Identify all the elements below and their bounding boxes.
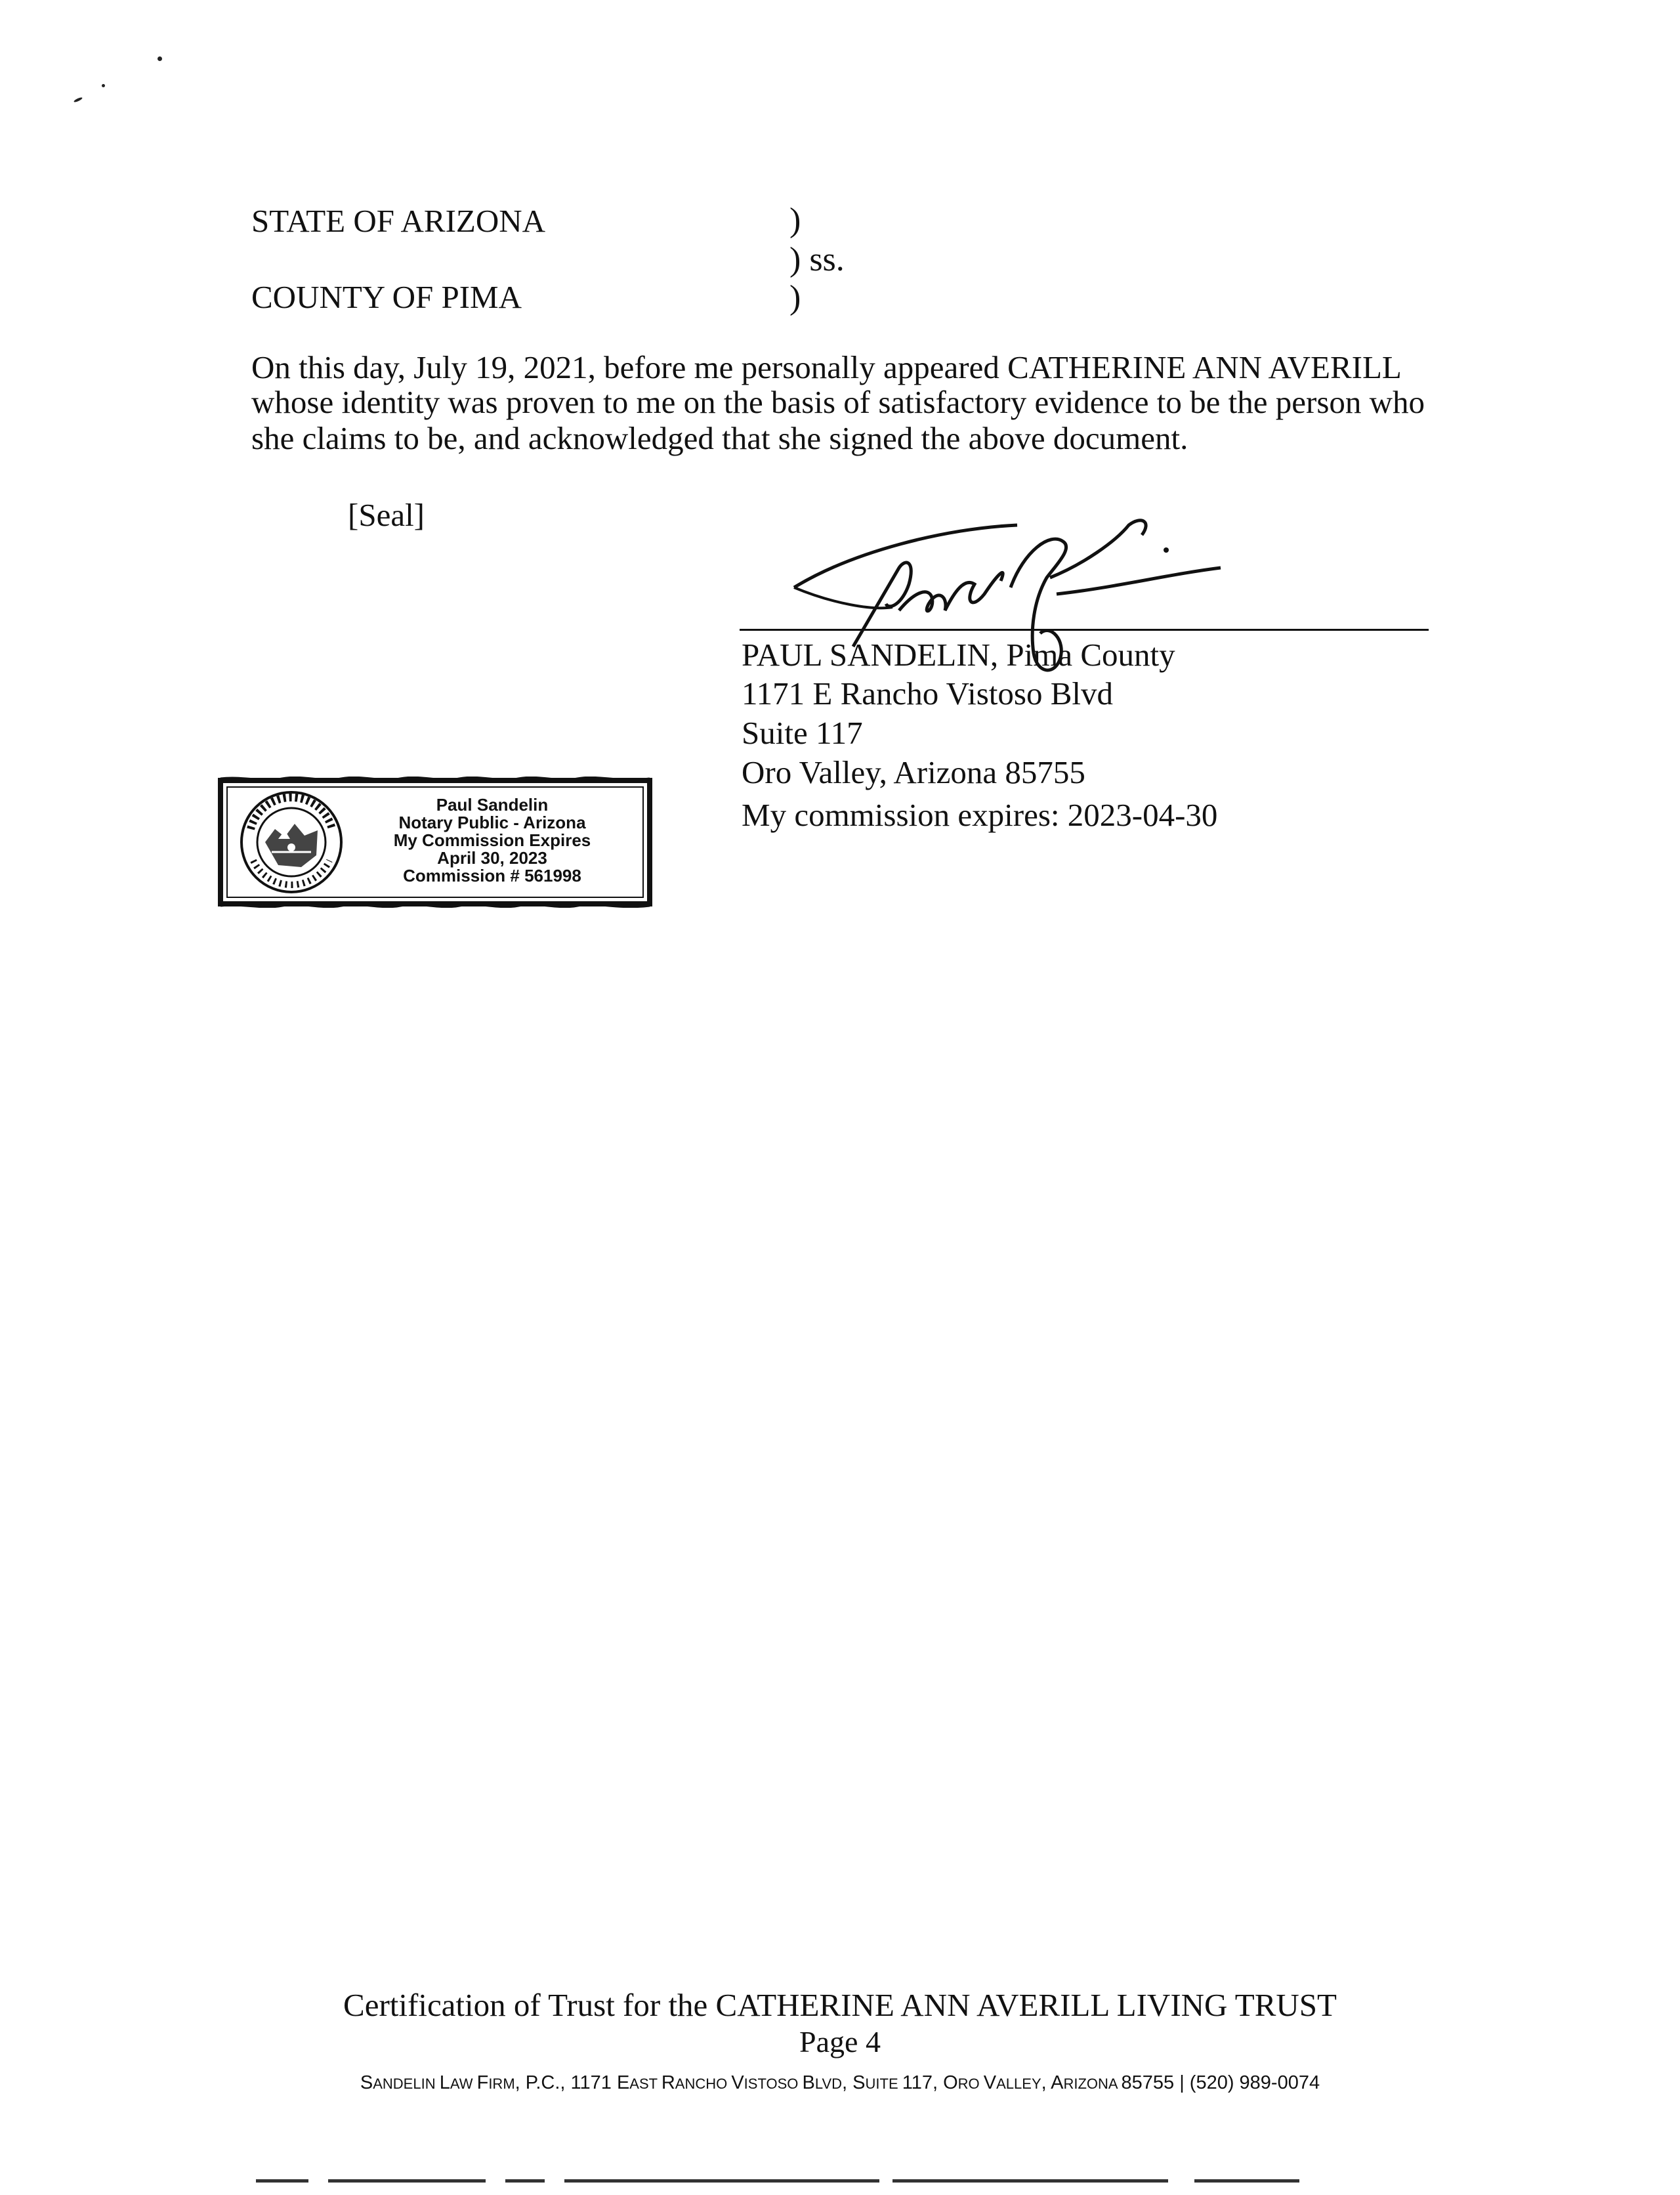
notary-address-2: Suite 117 [742,715,863,751]
notary-address-1: 1171 E Rancho Vistoso Blvd [742,675,1114,712]
firm-text-capital: E [616,2072,630,2093]
firm-text-segment: , P.C., 1171 [514,2072,617,2093]
arizona-state-seal [239,790,344,895]
scan-artifact [1194,2179,1299,2183]
scan-artifact [256,2179,308,2183]
scan-artifact [564,2179,879,2183]
firm-text-smallcaps: RO [957,2076,984,2092]
firm-text-capital: A [1051,2072,1064,2093]
stamp-notary-title: Notary Public - Arizona [398,813,586,832]
firm-text-capital: V [731,2072,744,2093]
firm-text-smallcaps: ANCHO [675,2076,732,2092]
venue-state: STATE OF ARIZONA [251,203,545,239]
notary-name: PAUL SANDELIN, Pima County [742,637,1175,673]
firm-text-smallcaps: RIZONA [1063,2076,1122,2092]
footer-page-number: Page 4 [799,2025,881,2058]
firm-text-smallcaps: AW [450,2076,477,2092]
firm-text-smallcaps: IRM [488,2076,515,2092]
signature-line [740,629,1429,631]
scan-artifact [505,2179,545,2183]
firm-text-smallcaps: UITE [865,2076,902,2092]
firm-text-smallcaps: ALLEY [996,2076,1041,2092]
footer-firm-address [0,2074,1680,2093]
firm-text-smallcaps: AST [629,2076,662,2092]
acknowledgment-line-1: On this day, July 19, 2021, before me personally appeared CATHERINE ANN AVERILL [251,349,1402,385]
seal-label: [Seal] [348,497,425,533]
firm-text-segment: 85755 | (520) 989-0074 [1121,2072,1320,2093]
venue-county: COUNTY OF PIMA [251,279,522,315]
firm-text-capital: S [360,2072,373,2093]
firm-text-segment: , [1041,2072,1051,2093]
scan-artifact [892,2179,1168,2183]
venue-paren-ss: ) ss. [789,241,845,278]
firm-text-smallcaps: ANDELIN [373,2076,440,2092]
scan-speck [102,84,105,87]
scan-speck [158,56,162,61]
firm-text-capital: L [439,2072,450,2093]
stamp-commission-number: Commission # 561998 [403,866,581,885]
notary-commission-expiry: My commission expires: 2023-04-30 [742,797,1218,833]
footer-document-title: Certification of Trust for the CATHERINE ANN AVERILL LIVING TRUST [343,1987,1337,2023]
firm-text-capital: B [802,2072,815,2093]
scan-speck [74,96,83,103]
firm-text-capital: R [661,2072,675,2093]
firm-text-segment: 117, [902,2072,944,2093]
firm-text-capital: O [943,2072,958,2093]
firm-text-smallcaps: LVD [814,2076,843,2092]
stamp-notary-name: Paul Sandelin [436,795,549,815]
acknowledgment-line-2: whose identity was proven to me on the basis of satisfactory evidence to be the person who [251,384,1425,420]
firm-text-smallcaps: ISTOSO [744,2076,803,2092]
venue-paren-bottom: ) [789,279,801,316]
venue-paren-top: ) [789,202,801,239]
firm-text-capital: S [852,2072,866,2093]
acknowledgment-line-3: she claims to be, and acknowledged that she signed the above document. [251,420,1188,456]
scan-artifact [328,2179,486,2183]
firm-text-segment: , [842,2072,853,2093]
notary-address-3: Oro Valley, Arizona 85755 [742,754,1085,790]
stamp-expires-date: April 30, 2023 [437,848,547,868]
firm-text-capital: V [983,2072,997,2093]
firm-text-capital: F [476,2072,489,2093]
stamp-expires-label: My Commission Expires [393,830,591,850]
notary-stamp [217,777,654,908]
